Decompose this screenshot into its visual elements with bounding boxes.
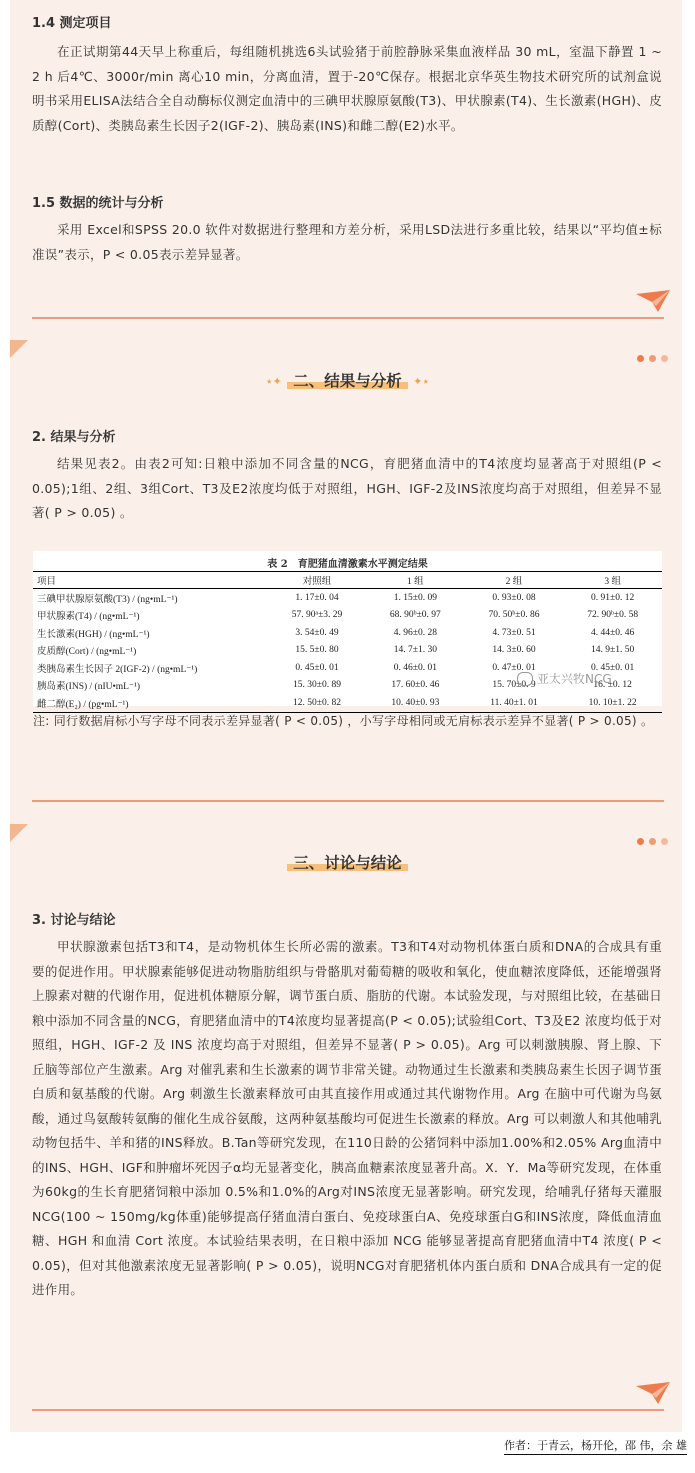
section-heading: 1.5 数据的统计与分析	[32, 196, 164, 211]
table-cell: 4. 44±0. 46	[591, 627, 635, 638]
wechat-icon	[517, 672, 533, 686]
table-cell: 甲状腺素(T4) / (ng•mL⁻¹)	[37, 612, 140, 623]
table-cell: 15. 30±0. 89	[293, 680, 341, 691]
table-cell: 16. ±0. 12	[593, 680, 632, 691]
section-heading: 2. 结果与分析	[32, 430, 116, 445]
table-header-row	[33, 572, 662, 589]
table-cell: 4. 96±0. 28	[393, 627, 437, 638]
hormone-table	[33, 571, 662, 713]
table-row	[33, 607, 662, 625]
section-1-4	[32, 14, 662, 138]
table-cell: 类胰岛素生长因子 2(IGF-2) / (ng•mL⁻¹)	[37, 664, 198, 675]
column-header: 2 组	[465, 572, 564, 589]
sparkle-icon: ✦⋆	[413, 375, 430, 388]
table-cell: 0. 45±0. 01	[591, 662, 635, 673]
table-cell: 11. 40±1. 01	[465, 694, 564, 712]
table-cell: 0. 46±0. 01	[393, 662, 437, 673]
table-cell: 0. 93±0. 08	[492, 592, 536, 603]
corner-triangle-decoration	[10, 824, 28, 842]
section-paragraph: 采用 Excel和SPSS 20.0 软件对数据进行整理和方差分析，采用LSD法进行多重比较，结果以“平均值±标准误”表示，P < 0.05表示差异显著。	[32, 222, 662, 262]
table-cell: 1. 15±0. 09	[393, 592, 437, 603]
section-paragraph: 在正试期第44天早上称重后，每组随机挑选6头试验猪于前腔静脉采集血液样品 30 mL，室温下静置 1 ~ 2 h 后4℃、3000r/min 离心10 min，分离血清，置于-20℃保存。根据北京华英生物技术研究所的试剂盒说明书采用ELISA法结合全自动酶标仪测定血清中的三碘甲状腺原氨酸(T3)、甲状腺素(T4)、生长激素(HGH)、皮质醇(Cort)、类胰岛素生长因子2(IGF-2)、胰岛素(INS)和雌二醇(E2)水平。	[32, 44, 662, 133]
table-cell: 12. 50±0. 82	[268, 694, 366, 712]
column-header: 项目	[33, 572, 268, 589]
paper-plane-icon	[636, 290, 670, 312]
table-cell: 14. 3±0. 60	[492, 645, 536, 656]
table-cell: 生长激素(HGH) / (ng•mL⁻¹)	[37, 629, 150, 640]
table-cell: 0. 45±0. 01	[295, 662, 339, 673]
table-cell: 0. 47±0. 01	[492, 662, 536, 673]
section-divider	[32, 800, 664, 802]
table-cell: 10. 40±0. 93	[366, 694, 465, 712]
section-1-5	[32, 194, 662, 267]
table-cell: 0. 91±0. 12	[591, 592, 635, 603]
section-title-discussion	[0, 851, 695, 873]
authors-line: 作者：于青云，杨开伦，邵 伟，余 雄	[504, 1437, 687, 1455]
section-title-text: 二、结果与分析	[287, 369, 408, 391]
table-note: 注: 同行数据肩标小写字母不同表示差异显著( P < 0.05) ，小写字母相同或无肩标表示差异不显著( P > 0.05) 。	[33, 714, 654, 728]
section-divider	[32, 1409, 664, 1411]
table-cell: 57. 90ᵃ±3. 29	[291, 610, 343, 621]
section-paragraph: 甲状腺激素包括T3和T4，是动物机体生长所必需的激素。T3和T4对动物机体蛋白质和DNA的合成具有重要的促进作用。甲状腺素能够促进动物脂肪组织与骨骼肌对葡萄糖的吸收和氧化，使血糖浓度降低，还能增强肾上腺素对糖的代谢作用，促进机体糖原分解，调节蛋白质、脂肪的代谢。本试验发现，与对照组比较，在基础日粮中添加不同含量的NCG，育肥猪血清中的T4浓度均显著提高(P < 0.05);试验组Cort、T3及E2 浓度均低于对照组，HGH、IGF-2 及 INS 浓度均高于对照组，但差异不显著( P > 0.05)。Arg 可以刺激胰腺、肾上腺、下丘脑等部位产生激素。Arg 对催乳素和生长激素的调节非常关键。动物通过生长激素和类胰岛素生长因子调节蛋白质和氨基酸的代谢。Arg 刺激生长激素释放可由其直接作用或通过其代谢物作用。Arg 在脑中可代谢为鸟氨酸，通过鸟氨酸转氨酶的催化生成谷氨酸，这两种氨基酸均可促进生长激素的释放。Arg 可以刺激人和其他哺乳动物包括牛、羊和猪的INS释放。B.Tan等研究发现，在110日龄的公猪饲料中添加1.00%和2.05% Arg血清中的INS、HGH、IGF和肿瘤坏死因子α均无显著变化，胰高血糖素浓度显著升高。X．Y．Ma等研究发现，在体重为60kg的生长育肥猪饲粮中添加 0.5%和1.0%的Arg对INS浓度无显著影响。研究发现，给哺乳仔猪每天灌服NCG(100 ~ 150mg/kg体重)能够提高仔猪血清白蛋白、免疫球蛋白A、免疫球蛋白G和INS浓度，降低血清血糖、HGH 和血清 Cort 浓度。本试验结果表明，在日粮中添加 NCG 能够显著提高育肥猪血清中T4 浓度( P < 0.05)，但对其他激素浓度无显著影响( P > 0.05)，说明NCG对育肥猪机体内蛋白质和 DNA合成具有一定的促进作用。	[32, 939, 662, 1297]
table-cell: 14. 7±1. 30	[393, 645, 437, 656]
table-cell: 三碘甲状腺原氨酸(T3) / (ng•mL⁻¹)	[37, 594, 178, 605]
section-title-text: 三、讨论与结论	[287, 851, 408, 873]
table-cell: 胰岛素(INS) / (nIU•mL⁻¹)	[37, 682, 141, 693]
table-row	[33, 642, 662, 660]
table-cell: 15. 5±0. 80	[295, 645, 339, 656]
watermark	[517, 670, 612, 687]
table-cell: 14. 9±1. 50	[591, 645, 635, 656]
table-caption: 表 2 育肥猪血清激素水平测定结果	[267, 559, 428, 570]
column-header: 1 组	[366, 572, 465, 589]
table-cell: 1. 17±0. 04	[295, 592, 339, 603]
section-divider	[32, 317, 664, 319]
table-cell: 17. 60±0. 46	[391, 680, 440, 691]
section-title-results	[0, 369, 695, 391]
table-cell: 15. 70±0. 9	[492, 680, 536, 691]
section-paragraph: 结果见表2。由表2可知:日粮中添加不同含量的NCG，育肥猪血清中的T4浓度均显著高于对照组(P < 0.05);1组、2组、3组Cort、T3及E2浓度均低于对照组，HGH、IGF-2及INS浓度均高于对照组，但差异不显著( P > 0.05) 。	[32, 456, 662, 520]
table-cell: 皮质醇(Cort) / (ng•mL⁻¹)	[37, 647, 137, 658]
table-cell: 10. 10±1. 22	[563, 694, 662, 712]
section-heading: 1.4 测定项目	[32, 16, 112, 31]
table-cell: 3. 54±0. 49	[295, 627, 339, 638]
watermark-text: 亚太兴牧NCG	[537, 672, 612, 686]
section-2	[32, 428, 662, 526]
dots-decoration	[637, 355, 668, 362]
table-row	[33, 589, 662, 607]
table-cell: 70. 50ᵇ±0. 86	[488, 610, 540, 621]
table-cell: 雌二醇(E₂) / (pg•mL⁻¹)	[33, 694, 268, 712]
table-cell: 4. 73±0. 51	[492, 627, 536, 638]
column-header: 3 组	[563, 572, 662, 589]
table-cell: 72. 90ᵇ±0. 58	[587, 610, 639, 621]
column-header: 对照组	[268, 572, 366, 589]
section-3	[32, 911, 662, 1303]
section-heading: 3. 讨论与结论	[32, 913, 116, 928]
dots-decoration	[637, 838, 668, 845]
sparkle-icon: ⋆✦	[265, 375, 282, 388]
table-cell: 68. 90ᵇ±0. 97	[389, 610, 441, 621]
paper-plane-icon	[636, 1382, 670, 1404]
table-row	[33, 624, 662, 642]
corner-triangle-decoration	[10, 340, 28, 358]
